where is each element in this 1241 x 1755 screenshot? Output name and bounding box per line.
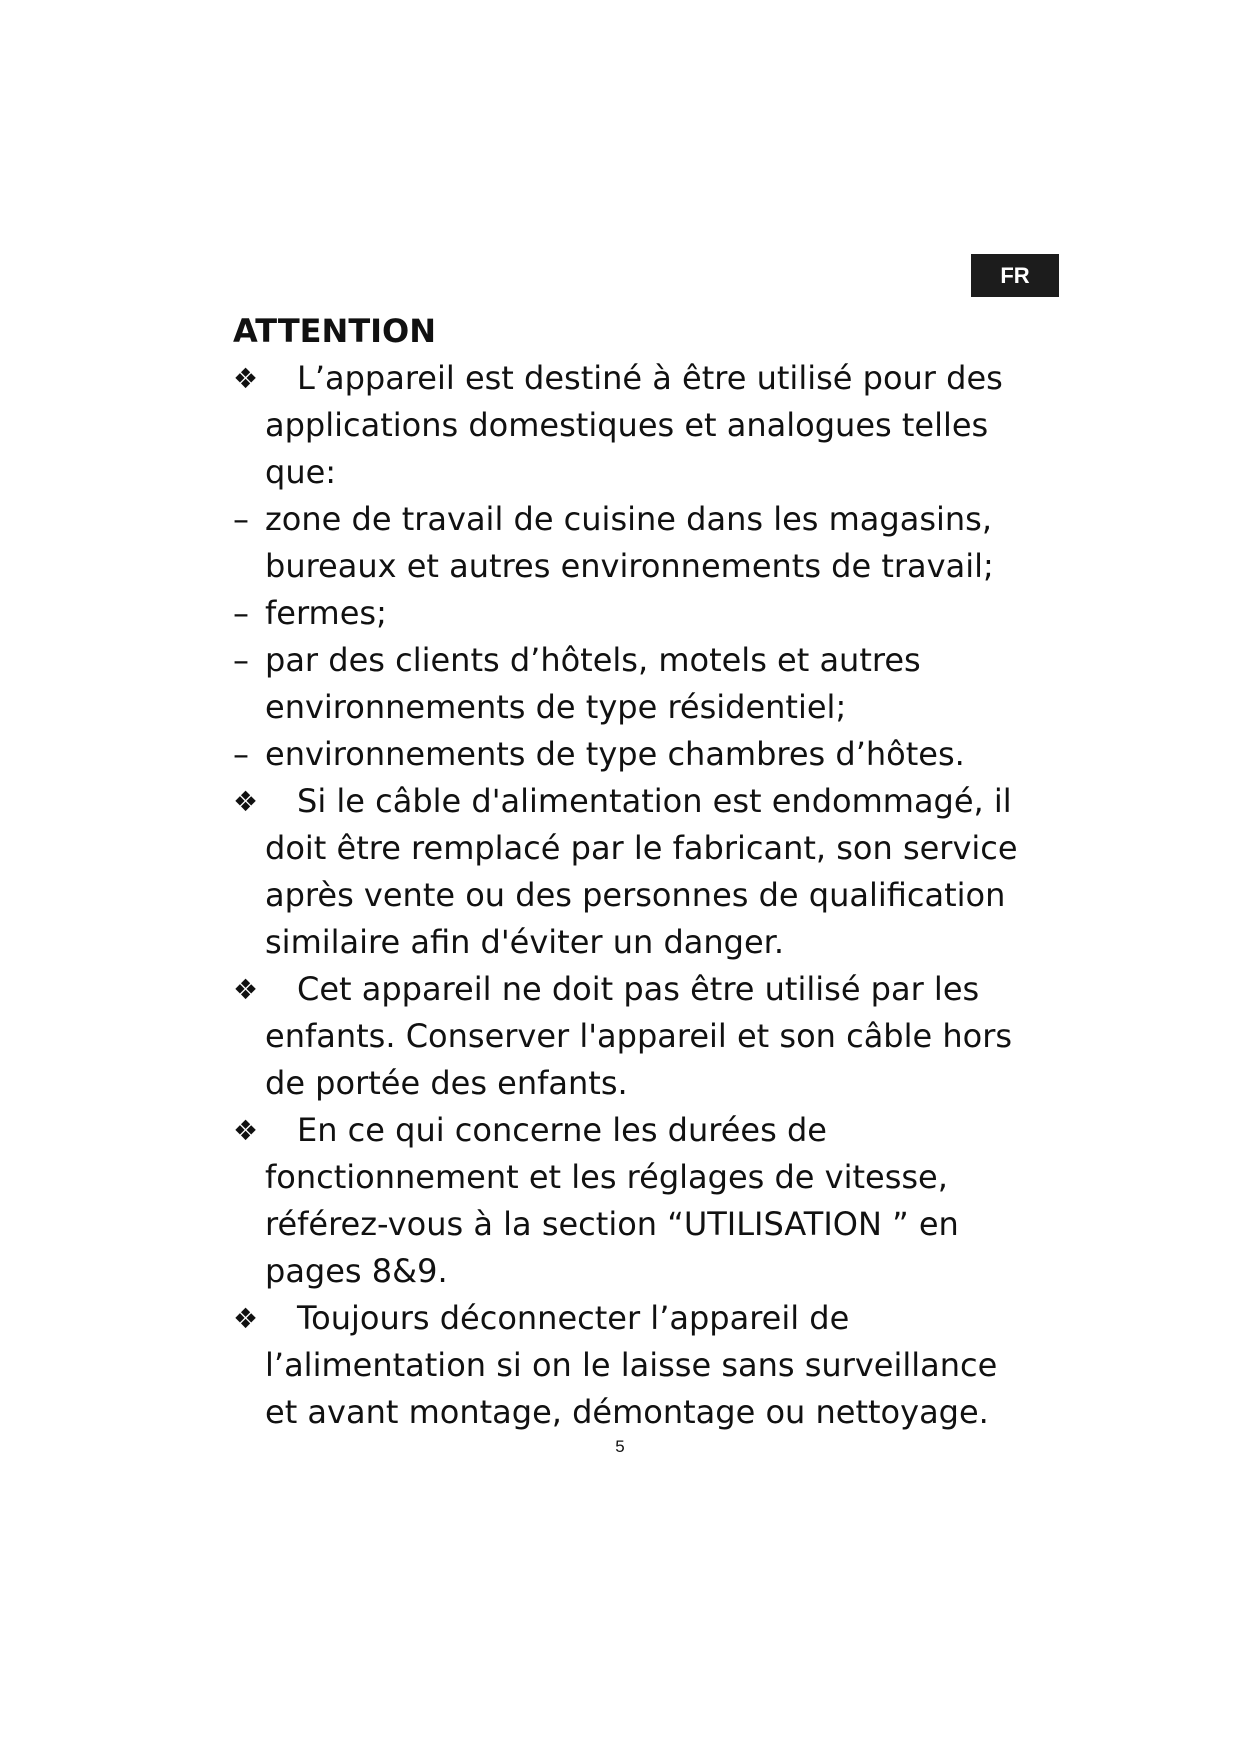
item-text: Si le câble d'alimentation est endommagé, il doit être remplacé par le fabricant, son service après vente ou des personnes de qualification similaire afin d'éviter un danger. <box>265 782 1018 961</box>
diamond-cluster-icon: ❖ <box>233 973 259 1006</box>
list-item <box>233 496 1023 590</box>
diamond-cluster-icon: ❖ <box>233 1302 259 1335</box>
item-text: En ce qui concerne les durées de fonctionnement et les réglages de vitesse, référez-vous à la section “UTILISATION ” en pages 8&9. <box>265 1111 959 1290</box>
diamond-cluster-icon: ❖ <box>233 1114 259 1147</box>
item-text: zone de travail de cuisine dans les magasins, bureaux et autres environnements de travail; <box>265 500 994 585</box>
page-number: 5 <box>615 1437 625 1456</box>
dash-icon: – <box>233 735 249 773</box>
item-text: Cet appareil ne doit pas être utilisé par les enfants. Conserver l'appareil et son câble hors de portée des enfants. <box>265 970 1013 1102</box>
language-badge: FR <box>971 254 1059 297</box>
item-text: Toujours déconnecter l’appareil de l’alimentation si on le laisse sans surveillance et avant montage, démontage ou nettoyage. <box>265 1299 998 1431</box>
warning-section <box>233 308 1023 1436</box>
list-item <box>233 1295 1023 1436</box>
item-text: fermes; <box>265 594 387 632</box>
list-item <box>233 1107 1023 1295</box>
section-title: ATTENTION <box>233 312 437 350</box>
list-item <box>233 637 1023 731</box>
list-item <box>233 778 1023 966</box>
diamond-cluster-icon: ❖ <box>233 362 259 395</box>
list-item <box>233 966 1023 1107</box>
list-item <box>233 590 1023 637</box>
diamond-cluster-icon: ❖ <box>233 785 259 818</box>
list-item <box>233 731 1023 778</box>
item-text: environnements de type chambres d’hôtes. <box>265 735 965 773</box>
list-item <box>233 355 1023 496</box>
item-text: par des clients d’hôtels, motels et autres environnements de type résidentiel; <box>265 641 921 726</box>
dash-icon: – <box>233 500 249 538</box>
item-text: L’appareil est destiné à être utilisé pour des applications domestiques et analogues telles que: <box>265 359 1003 491</box>
dash-icon: – <box>233 594 249 632</box>
dash-icon: – <box>233 641 249 679</box>
